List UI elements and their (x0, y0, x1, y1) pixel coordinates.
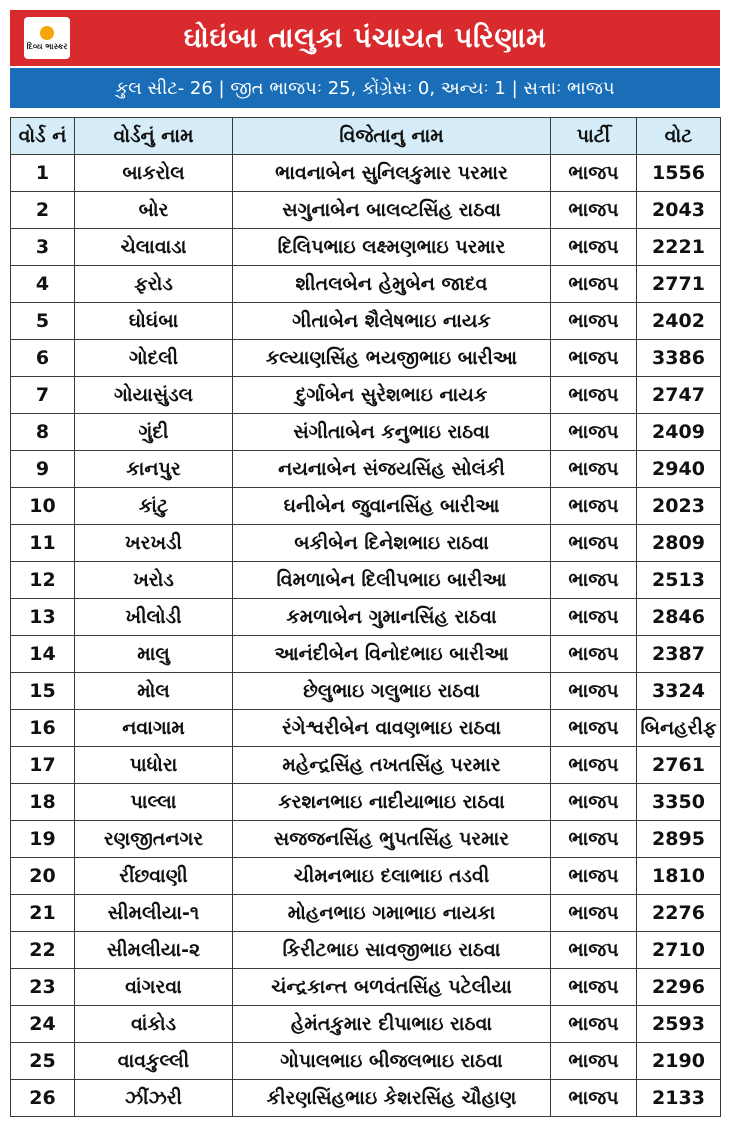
party-cell: ભાજપ (551, 229, 637, 266)
votes-cell: 2710 (637, 932, 721, 969)
table-row (11, 562, 721, 599)
party-cell: ભાજપ (551, 155, 637, 192)
winner-name-cell: હેમંતકુમાર દીપાભાઇ રાઠવા (233, 1006, 551, 1043)
ward-name-cell: ખરખડી (75, 525, 233, 562)
table-row (11, 784, 721, 821)
votes-cell: બિનહરીફ (637, 710, 721, 747)
ward-no-cell: 9 (11, 451, 75, 488)
winner-name-cell: સજજનસિંહ ભુપતસિંહ પરમાર (233, 821, 551, 858)
party-cell: ભાજપ (551, 599, 637, 636)
table-row (11, 969, 721, 1006)
ward-no-cell: 2 (11, 192, 75, 229)
winner-name-cell: દિલિપભાઇ લક્ષ્મણભાઇ પરમાર (233, 229, 551, 266)
page-title: ઘોઘંબા તાલુકા પંચાયત પરિણામ (183, 21, 547, 54)
ward-name-cell: નવાગામ (75, 710, 233, 747)
table-row (11, 1080, 721, 1117)
votes-cell: 2402 (637, 303, 721, 340)
col-header-party: પાર્ટી (551, 118, 637, 155)
ward-no-cell: 13 (11, 599, 75, 636)
ward-name-cell: ગોદલી (75, 340, 233, 377)
table-row (11, 673, 721, 710)
title-banner (10, 10, 720, 66)
votes-cell: 2296 (637, 969, 721, 1006)
party-cell: ભાજપ (551, 192, 637, 229)
winner-name-cell: મોહનભાઇ ગમાભાઇ નાયકા (233, 895, 551, 932)
ward-no-cell: 16 (11, 710, 75, 747)
table-row (11, 229, 721, 266)
winner-name-cell: છેલુભાઇ ગલુભાઇ રાઠવા (233, 673, 551, 710)
votes-cell: 2221 (637, 229, 721, 266)
ward-no-cell: 10 (11, 488, 75, 525)
table-row (11, 1043, 721, 1080)
table-row (11, 266, 721, 303)
winner-name-cell: દુર્ગાબેન સુરેશભાઇ નાયક (233, 377, 551, 414)
votes-cell: 2593 (637, 1006, 721, 1043)
ward-no-cell: 7 (11, 377, 75, 414)
party-cell: ભાજપ (551, 340, 637, 377)
ward-name-cell: કાંટુ (75, 488, 233, 525)
party-cell: ભાજપ (551, 895, 637, 932)
ward-name-cell: રણજીતનગર (75, 821, 233, 858)
table-row (11, 599, 721, 636)
winner-name-cell: ગીતાબેન શૈલેષભાઇ નાયક (233, 303, 551, 340)
party-cell: ભાજપ (551, 377, 637, 414)
winner-name-cell: કલ્યાણસિંહ ભયજીભાઇ બારીઆ (233, 340, 551, 377)
winner-name-cell: વિમળાબેન દિલીપભાઇ બારીઆ (233, 562, 551, 599)
party-cell: ભાજપ (551, 488, 637, 525)
party-cell: ભાજપ (551, 451, 637, 488)
winner-name-cell: નયનાબેન સંજયસિંહ સોલંકી (233, 451, 551, 488)
ward-no-cell: 26 (11, 1080, 75, 1117)
party-cell: ભાજપ (551, 969, 637, 1006)
table-row (11, 895, 721, 932)
votes-cell: 2940 (637, 451, 721, 488)
votes-cell: 2895 (637, 821, 721, 858)
divya-bhaskar-logo (24, 17, 70, 59)
ward-name-cell: ગોયાસુંડલ (75, 377, 233, 414)
ward-name-cell: વાંકોડ (75, 1006, 233, 1043)
ward-no-cell: 23 (11, 969, 75, 1006)
ward-name-cell: વાંગરવા (75, 969, 233, 1006)
ward-no-cell: 25 (11, 1043, 75, 1080)
party-cell: ભાજપ (551, 784, 637, 821)
col-header-winner-name: વિજેતાનુ નામ (233, 118, 551, 155)
party-cell: ભાજપ (551, 932, 637, 969)
ward-name-cell: ગુંદી (75, 414, 233, 451)
ward-name-cell: સીમલીયા-૧ (75, 895, 233, 932)
ward-no-cell: 11 (11, 525, 75, 562)
table-row (11, 710, 721, 747)
table-row (11, 525, 721, 562)
votes-cell: 1810 (637, 858, 721, 895)
ward-no-cell: 22 (11, 932, 75, 969)
ward-no-cell: 18 (11, 784, 75, 821)
ward-no-cell: 1 (11, 155, 75, 192)
party-cell: ભાજપ (551, 1043, 637, 1080)
table-row (11, 932, 721, 969)
party-cell: ભાજપ (551, 525, 637, 562)
party-cell: ભાજપ (551, 1080, 637, 1117)
col-header-ward-no: વોર્ડ નં (11, 118, 75, 155)
votes-cell: 2276 (637, 895, 721, 932)
ward-name-cell: ફરોડ (75, 266, 233, 303)
ward-name-cell: બોર (75, 192, 233, 229)
winner-name-cell: ચંન્દ્રકાન્ત બળવંતસિંહ પટેલીયા (233, 969, 551, 1006)
ward-no-cell: 15 (11, 673, 75, 710)
party-cell: ભાજપ (551, 710, 637, 747)
ward-no-cell: 3 (11, 229, 75, 266)
votes-cell: 2043 (637, 192, 721, 229)
ward-no-cell: 5 (11, 303, 75, 340)
votes-cell: 2761 (637, 747, 721, 784)
ward-no-cell: 17 (11, 747, 75, 784)
ward-name-cell: રીંછવાણી (75, 858, 233, 895)
winner-name-cell: રંગેશ્વરીબેન વાવણભાઇ રાઠવા (233, 710, 551, 747)
ward-name-cell: ઝીંઝરી (75, 1080, 233, 1117)
ward-no-cell: 20 (11, 858, 75, 895)
ward-name-cell: કાનપુર (75, 451, 233, 488)
ward-no-cell: 12 (11, 562, 75, 599)
party-cell: ભાજપ (551, 562, 637, 599)
winner-name-cell: કમળાબેન ગુમાનસિંહ રાઠવા (233, 599, 551, 636)
winner-name-cell: શીતલબેન હેમુબેન જાદવ (233, 266, 551, 303)
ward-no-cell: 4 (11, 266, 75, 303)
table-row (11, 303, 721, 340)
ward-name-cell: ખીલોડી (75, 599, 233, 636)
ward-name-cell: બાકરોલ (75, 155, 233, 192)
table-row (11, 451, 721, 488)
ward-no-cell: 24 (11, 1006, 75, 1043)
winner-name-cell: ભાવનાબેન સુનિલકુમાર પરમાર (233, 155, 551, 192)
ward-name-cell: ચેલાવાડા (75, 229, 233, 266)
party-cell: ભાજપ (551, 303, 637, 340)
ward-name-cell: પાલ્લા (75, 784, 233, 821)
logo-text: દિવ્ય ભાસ્કર (26, 41, 68, 51)
votes-cell: 2387 (637, 636, 721, 673)
votes-cell: 2771 (637, 266, 721, 303)
party-cell: ભાજપ (551, 747, 637, 784)
party-cell: ભાજપ (551, 821, 637, 858)
votes-cell: 2023 (637, 488, 721, 525)
sun-logo-icon (40, 26, 54, 40)
winner-name-cell: ઘનીબેન જુવાનસિંહ બારીઆ (233, 488, 551, 525)
table-row (11, 636, 721, 673)
ward-no-cell: 21 (11, 895, 75, 932)
ward-no-cell: 8 (11, 414, 75, 451)
col-header-ward-name: વોર્ડનું નામ (75, 118, 233, 155)
ward-no-cell: 14 (11, 636, 75, 673)
summary-bar: કુલ સીટ- 26 | જીત ભાજપઃ 25, કોંગ્રેસઃ 0, અન્યઃ 1 | સત્તાઃ ભાજપ (10, 68, 720, 108)
table-row (11, 747, 721, 784)
votes-cell: 3324 (637, 673, 721, 710)
ward-name-cell: ખરોડ (75, 562, 233, 599)
winner-name-cell: કિરીટભાઇ સાવજીભાઇ રાઠવા (233, 932, 551, 969)
ward-name-cell: મોલ (75, 673, 233, 710)
party-cell: ભાજપ (551, 266, 637, 303)
votes-cell: 2809 (637, 525, 721, 562)
winner-name-cell: સગુનાબેન બાલવ્ટસિંહ રાઠવા (233, 192, 551, 229)
votes-cell: 1556 (637, 155, 721, 192)
party-cell: ભાજપ (551, 636, 637, 673)
table-row (11, 377, 721, 414)
table-row (11, 488, 721, 525)
ward-name-cell: ઘોઘંબા (75, 303, 233, 340)
winner-name-cell: સંગીતાબેન કનુભાઇ રાઠવા (233, 414, 551, 451)
table-row (11, 821, 721, 858)
results-body (11, 155, 721, 1117)
ward-name-cell: પાધોરા (75, 747, 233, 784)
winner-name-cell: ગોપાલભાઇ બીજલભાઇ રાઠવા (233, 1043, 551, 1080)
votes-cell: 2747 (637, 377, 721, 414)
votes-cell: 3350 (637, 784, 721, 821)
votes-cell: 2409 (637, 414, 721, 451)
table-row (11, 858, 721, 895)
winner-name-cell: આનંદીબેન વિનોદભાઇ બારીઆ (233, 636, 551, 673)
table-row (11, 340, 721, 377)
votes-cell: 2190 (637, 1043, 721, 1080)
votes-cell: 2846 (637, 599, 721, 636)
winner-name-cell: કીરણસિંહભાઇ કેશરસિંહ ચૌહાણ (233, 1080, 551, 1117)
winner-name-cell: ચીમનભાઇ દલાભાઇ તડવી (233, 858, 551, 895)
votes-cell: 2133 (637, 1080, 721, 1117)
table-row (11, 1006, 721, 1043)
winner-name-cell: મહેન્દ્રસિંહ તખતસિંહ પરમાર (233, 747, 551, 784)
header-row (11, 118, 721, 155)
ward-name-cell: માલુ (75, 636, 233, 673)
party-cell: ભાજપ (551, 673, 637, 710)
ward-no-cell: 19 (11, 821, 75, 858)
ward-name-cell: સીમલીયા-૨ (75, 932, 233, 969)
ward-name-cell: વાવકુલ્લી (75, 1043, 233, 1080)
winner-name-cell: કરશનભાઇ નાદીયાભાઇ રાઠવા (233, 784, 551, 821)
party-cell: ભાજપ (551, 1006, 637, 1043)
col-header-votes: વોટ (637, 118, 721, 155)
table-row (11, 155, 721, 192)
party-cell: ભાજપ (551, 858, 637, 895)
results-table (10, 117, 721, 1117)
party-cell: ભાજપ (551, 414, 637, 451)
winner-name-cell: બકીબેન દિનેશભાઇ રાઠવા (233, 525, 551, 562)
ward-no-cell: 6 (11, 340, 75, 377)
votes-cell: 3386 (637, 340, 721, 377)
table-row (11, 192, 721, 229)
votes-cell: 2513 (637, 562, 721, 599)
table-row (11, 414, 721, 451)
